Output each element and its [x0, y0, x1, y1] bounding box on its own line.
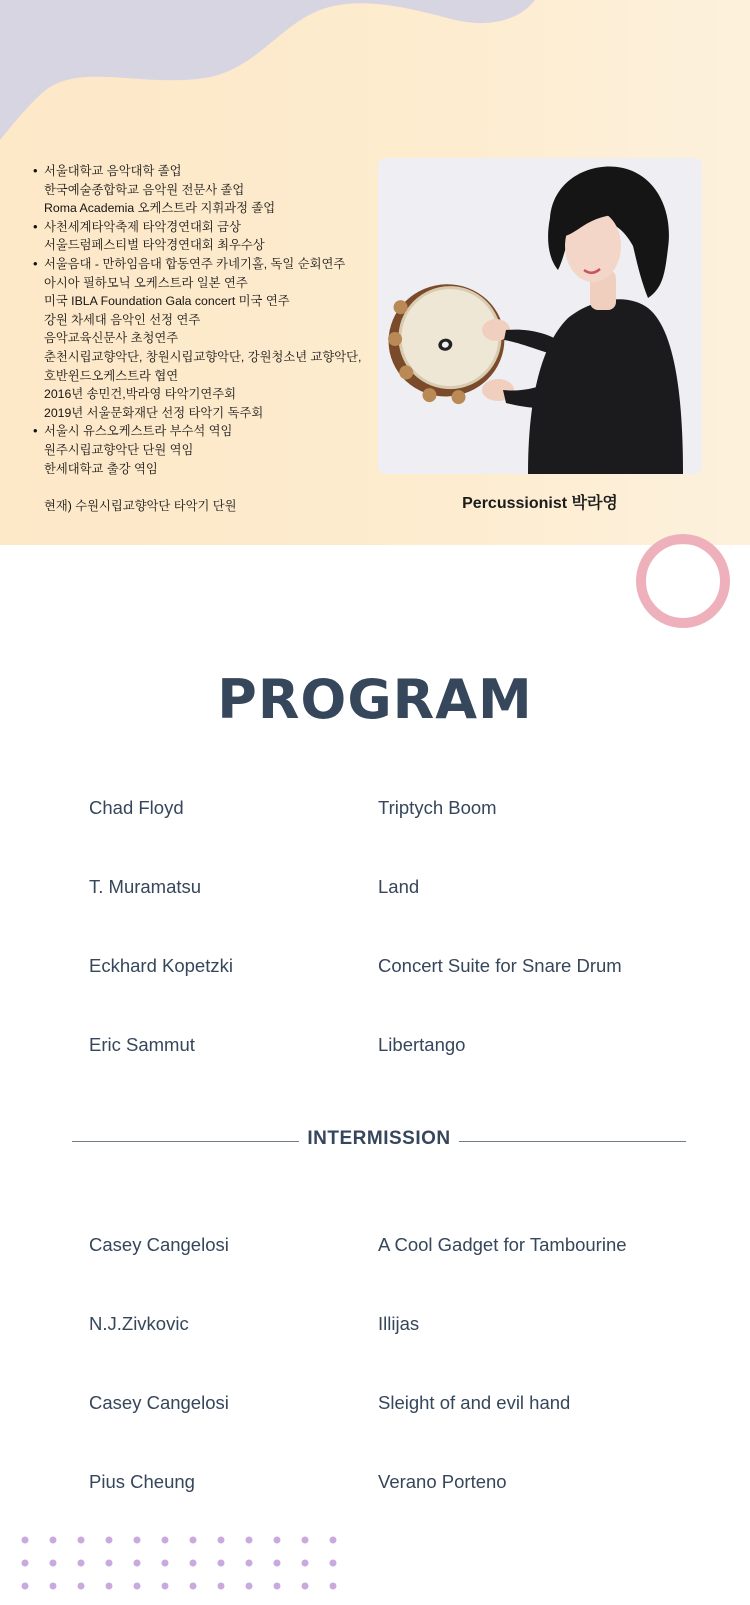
piece-title: Triptych Boom: [378, 797, 497, 818]
decorative-dot: [302, 1583, 309, 1590]
decorative-dot: [246, 1560, 253, 1567]
performer-caption: Percussionist 박라영: [462, 495, 618, 512]
decorative-dot: [190, 1537, 197, 1544]
performer-bio-list: [34, 162, 374, 515]
decorative-dot: [50, 1537, 57, 1544]
bio-item: 서울드럼페스티벌 타악경연대회 최우수상: [44, 238, 265, 253]
decorative-dot: [106, 1560, 113, 1567]
bio-item: 음악교육신문사 초청연주: [44, 331, 179, 346]
bio-item: • 서울음대 - 만하임음대 합동연주 카네기홀, 독일 순회연주: [34, 255, 374, 274]
piece-title: Libertango: [378, 1034, 466, 1055]
decorative-dot: [274, 1560, 281, 1567]
bio-item: 2019년 서울문화재단 선정 타악기 독주회: [44, 405, 264, 420]
decorative-dot: [162, 1537, 169, 1544]
program-row: [0, 1234, 750, 1264]
decorative-dot: [50, 1583, 57, 1590]
decorative-dot: [78, 1583, 85, 1590]
bio-item: 현재) 수원시립교향악단 타악기 단원: [44, 498, 237, 513]
decorative-dot: [162, 1560, 169, 1567]
program-row: [0, 1034, 750, 1064]
decorative-dot: [162, 1583, 169, 1590]
program-row: [0, 1471, 750, 1501]
program-row: [0, 1392, 750, 1422]
divider-line-right: [459, 1141, 686, 1142]
intermission-label: INTERMISSION: [307, 1128, 451, 1149]
program-row: [0, 955, 750, 985]
piece-title: Land: [378, 876, 420, 897]
decorative-dot: [218, 1583, 225, 1590]
composer-name: Eric Sammut: [89, 1034, 195, 1055]
decorative-dot: [246, 1583, 253, 1590]
composer-name: Casey Cangelosi: [89, 1392, 229, 1413]
bio-item: 춘천시립교향악단, 창원시립교향악단, 강원청소년 교향악단,: [44, 349, 362, 364]
decorative-dot: [50, 1560, 57, 1567]
bio-item: • 사천세계타악축제 타악경연대회 금상: [34, 218, 374, 237]
decorative-dot: [134, 1560, 141, 1567]
program-row: [0, 797, 750, 827]
piece-title: A Cool Gadget for Tambourine: [378, 1234, 627, 1255]
decorative-dot: [274, 1583, 281, 1590]
decorative-dot: [302, 1537, 309, 1544]
decorative-dot: [218, 1560, 225, 1567]
bio-item: Roma Academia 오케스트라 지휘과정 졸업: [44, 201, 276, 216]
decorative-dot: [330, 1583, 337, 1590]
composer-name: T. Muramatsu: [89, 876, 202, 897]
program-title: PROGRAM: [217, 668, 533, 731]
decorative-ring: [636, 534, 730, 628]
composer-name: Pius Cheung: [89, 1471, 195, 1492]
piece-title: Verano Porteno: [378, 1471, 507, 1492]
decorative-dot: [22, 1583, 29, 1590]
composer-name: N.J.Zivkovic: [89, 1313, 189, 1334]
decorative-dot-grid: [20, 1535, 340, 1595]
program-row: [0, 876, 750, 906]
bio-item: 2016년 송민건,박라영 타악기연주회: [44, 387, 237, 402]
decorative-dot: [78, 1560, 85, 1567]
composer-name: Casey Cangelosi: [89, 1234, 229, 1255]
decorative-dot: [22, 1560, 29, 1567]
decorative-dot: [190, 1560, 197, 1567]
decorative-wave: [0, 0, 750, 150]
bio-item: 아시아 필하모닉 오케스트라 일본 연주: [44, 275, 248, 290]
decorative-dot: [78, 1537, 85, 1544]
divider-line-left: [72, 1141, 299, 1142]
decorative-dot: [330, 1537, 337, 1544]
bio-item: 한국예술종합학교 음악원 전문사 졸업: [44, 182, 245, 197]
bio-item: 강원 차세대 음악인 선정 연주: [44, 312, 201, 327]
piece-title: Concert Suite for Snare Drum: [378, 955, 622, 976]
bio-item: • 서울시 유스오케스트라 부수석 역임: [34, 422, 374, 441]
decorative-dot: [246, 1537, 253, 1544]
bio-item: • 서울대학교 음악대학 졸업: [34, 162, 374, 181]
decorative-dot: [134, 1583, 141, 1590]
decorative-dot: [22, 1537, 29, 1544]
decorative-dot: [218, 1537, 225, 1544]
decorative-dot: [134, 1537, 141, 1544]
intermission-divider: [72, 1128, 686, 1156]
decorative-dot: [106, 1537, 113, 1544]
bio-item: 한세대학교 출강 역임: [44, 461, 158, 476]
percussionist-illustration: [378, 158, 702, 474]
decorative-dot: [190, 1583, 197, 1590]
bio-item: 호반윈드오케스트라 협연: [44, 368, 179, 383]
bio-item: 원주시립교향악단 단원 역임: [44, 442, 194, 457]
decorative-dot: [274, 1537, 281, 1544]
decorative-dot: [330, 1560, 337, 1567]
performer-photo: [378, 158, 702, 474]
decorative-dot: [106, 1583, 113, 1590]
composer-name: Eckhard Kopetzki: [89, 955, 233, 976]
bio-item: [34, 478, 374, 497]
program-row: [0, 1313, 750, 1343]
piece-title: Sleight of and evil hand: [378, 1392, 571, 1413]
decorative-dot: [302, 1560, 309, 1567]
performer-section: [0, 0, 750, 545]
bio-item: 미국 IBLA Foundation Gala concert 미국 연주: [44, 294, 290, 309]
piece-title: Illijas: [378, 1313, 420, 1334]
composer-name: Chad Floyd: [89, 797, 184, 818]
